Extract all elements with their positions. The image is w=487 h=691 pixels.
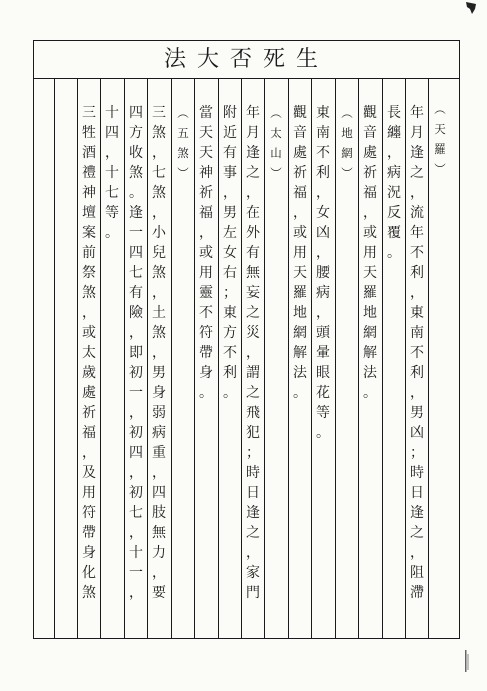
text-column: 觀音處祈福，或用天羅地網解法。 bbox=[293, 105, 307, 401]
column-rule bbox=[218, 79, 219, 638]
column-rule bbox=[194, 79, 195, 638]
column-rule bbox=[335, 79, 336, 638]
text-column: 長纏，病況反覆。 bbox=[387, 105, 401, 261]
column-rule bbox=[288, 79, 289, 638]
text-column: 三牲酒禮神壇案前祭煞，或太歲處祈福，及用符帶身化煞 bbox=[82, 105, 96, 601]
text-column: 三煞，七煞，小兒煞，土煞，男身弱病重，四肢無力，要 bbox=[152, 105, 166, 601]
column-rule bbox=[358, 79, 359, 638]
section-heading-tianluo: ︵天羅︶ bbox=[434, 102, 446, 176]
text-column: 十四，十七等。 bbox=[105, 105, 119, 241]
text-column: 附近有事，男左女右；東方不利。 bbox=[223, 105, 237, 401]
column-rule bbox=[77, 79, 78, 638]
scan-edge-mark bbox=[465, 0, 477, 16]
page-title: 法大否死生 bbox=[163, 47, 329, 72]
column-rule bbox=[382, 79, 383, 638]
text-column: 年月逢之，流年不利，東南不利，男凶；時日逢之，阻滯 bbox=[410, 105, 424, 601]
column-rule bbox=[171, 79, 172, 638]
text-column: 四方收煞。逢一四七有險，即初一，初四，初七，十一， bbox=[129, 105, 143, 601]
column-rule bbox=[311, 79, 312, 638]
column-rule bbox=[54, 79, 55, 638]
text-column: 年月逢之，在外有無妄之災，謂之飛犯；時日逢之，家門 bbox=[246, 105, 260, 601]
column-rule bbox=[100, 79, 101, 638]
text-column: 觀音處祈福，或用天羅地網解法。 bbox=[363, 105, 377, 401]
section-heading-diwang: ︵地網︶ bbox=[341, 106, 353, 180]
page-frame bbox=[33, 40, 460, 639]
scan-edge-mark-bottom bbox=[462, 650, 470, 674]
column-rule bbox=[124, 79, 125, 638]
column-rule bbox=[264, 79, 265, 638]
title-bar bbox=[34, 41, 459, 79]
text-column: 東南不利，女凶，腰病，頭暈眼花等。 bbox=[316, 105, 330, 441]
section-heading-wusha: ︵五煞︶ bbox=[177, 106, 189, 180]
section-heading-taishan: ︵太山︶ bbox=[270, 106, 282, 180]
column-rule bbox=[428, 79, 429, 638]
column-rule bbox=[147, 79, 148, 638]
column-rule bbox=[241, 79, 242, 638]
text-column: 當天天神祈福，或用靈不符帶身。 bbox=[199, 105, 213, 401]
column-rule bbox=[405, 79, 406, 638]
